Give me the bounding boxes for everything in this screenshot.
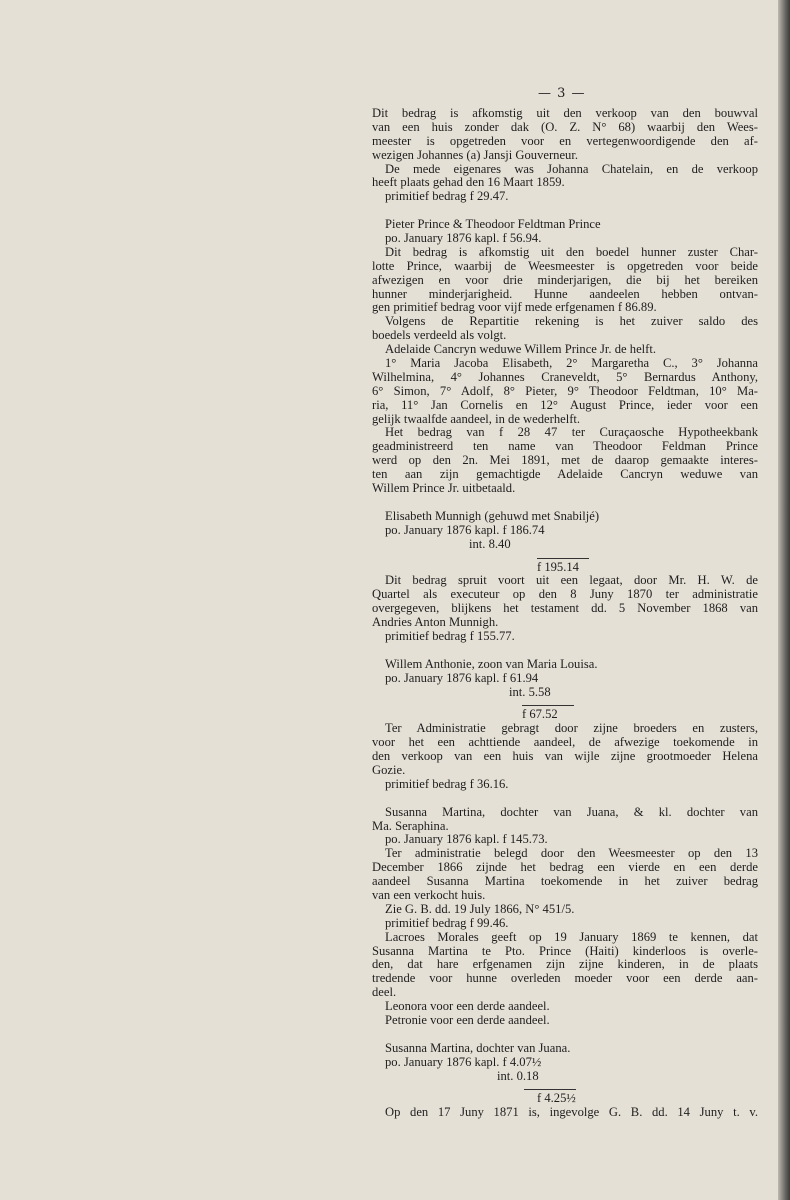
text-line: voor het een achttiende aandeel, de afwezige toekomende in <box>372 736 758 750</box>
text-line: boedels verdeeld als volgt. <box>372 328 507 343</box>
text-line: meester is opgetreden voor en vertegenwoordigende den af- <box>372 134 758 148</box>
text-line: primitief bedrag f 29.47. <box>385 189 509 204</box>
text-line: Adelaide Cancryn weduwe Willem Prince Jr. de helft. <box>385 342 656 357</box>
text-line: hunner minderjarigheid. Hunne aandeelen hebben ontvan- <box>372 287 758 301</box>
text-line: Petronie voor een derde aandeel. <box>385 1013 550 1027</box>
text-line: Dit bedrag spruit voort uit een legaat, door Mr. H. W. de <box>385 574 758 588</box>
text-line: afwezigen en voor drie minderjarigen, die bij het bereiken <box>372 273 758 287</box>
text-line: den, dat hare erfgenamen zijn zijne kinderen, in de plaats <box>372 958 758 972</box>
text-line: den verkoop van een huis van wijle zijne grootmoeder Helena <box>372 750 758 764</box>
text-line: gelijk twaalfde aandeel, in de wederhelft. <box>372 411 581 426</box>
amount-line: int. 8.40 <box>469 536 511 551</box>
text-line: Het bedrag van f 28 47 ter Curaçaosche Hypotheekbank <box>385 426 758 440</box>
text-line: lotte Prince, waarbij de Weesmeester is opgetreden voor beide <box>372 259 758 273</box>
text-line: Susanna Martina te Pto. Prince (Haiti) kinderloos is overle- <box>372 944 758 958</box>
text-line: van een verkocht huis. <box>372 887 486 902</box>
text-line: geadministreerd ten name van Theodoor Feldman Prince <box>372 440 758 454</box>
sum-rule <box>522 705 574 706</box>
text-line: December 1866 zijnde het bedrag een vierde en een derde <box>372 861 758 875</box>
blank-line <box>372 792 758 806</box>
page-edge <box>778 0 790 1200</box>
text-line: Leonora voor een derde aandeel. <box>385 999 550 1014</box>
blank-line <box>372 644 758 658</box>
text-line: Willem Anthonie, zoon van Maria Louisa. <box>385 656 598 671</box>
text-line: Willem Prince Jr. uitbetaald. <box>372 481 516 496</box>
text-line: deel. <box>372 985 397 1000</box>
blank-line <box>372 496 758 510</box>
total-line: f 67.52 <box>522 707 558 722</box>
text-line: Susanna Martina, dochter van Juana. <box>385 1040 571 1055</box>
text-line: Lacroes Morales geeft op 19 January 1869 te kennen, dat <box>385 930 758 944</box>
total-line: f 195.14 <box>537 559 579 574</box>
text-line: Ter Administratie gebragt door zijne broeders en zusters, <box>385 722 758 736</box>
text-line: ria, 11° Jan Cornelis en 12° August Prince, ieder voor een <box>372 398 758 412</box>
sum-rule <box>537 558 589 559</box>
amount-line: int. 5.58 <box>509 684 551 699</box>
text-line: ten aan zijn gemachtigde Adelaide Cancryn weduwe van <box>372 468 758 482</box>
text-line: heeft plaats gehad den 16 Maart 1859. <box>372 175 565 190</box>
text-line: Ter administratie belegd door den Weesmeester op den 13 <box>385 847 758 861</box>
text-line: tredende voor hunne overleden moeder voor een derde aan- <box>372 972 758 986</box>
blank-line <box>372 204 758 218</box>
blank-line <box>372 1028 758 1042</box>
page-text <box>372 107 758 1120</box>
text-line: Wilhelmina, 4° Johannes Craneveldt, 5° Bernardus Anthony, <box>372 370 758 384</box>
text-line: wezigen Johannes (a) Jansji Gouverneur. <box>372 147 578 162</box>
text-line: Quartel als executeur op den 8 Juny 1870 ter administratie <box>372 588 758 602</box>
text-line: gen primitief bedrag voor vijf mede erfgenamen f 86.89. <box>372 300 657 315</box>
text-line: Ma. Seraphina. <box>372 818 449 833</box>
text-line: po. January 1876 kapl. f 61.94 <box>385 670 539 685</box>
text-line: Andries Anton Munnigh. <box>372 615 499 630</box>
text-line: Dit bedrag is afkomstig uit den verkoop van den bouwval <box>372 107 758 120</box>
text-line: overgegeven, blijkens het testament dd. 5 November 1868 van <box>372 602 758 616</box>
text-line: po. January 1876 kapl. f 145.73. <box>385 832 548 847</box>
text-line: Dit bedrag is afkomstig uit den boedel hunner zuster Char- <box>385 245 758 259</box>
sum-rule <box>524 1089 576 1090</box>
total-line: f 4.25½ <box>537 1091 576 1106</box>
text-line: werd op den 2n. Mei 1891, met de daarop gemaakte interes- <box>372 454 758 468</box>
text-line: Gozie. <box>372 762 406 777</box>
text-line: aandeel Susanna Martina toekomende in het zuiver bedrag <box>372 875 758 889</box>
text-line: primitief bedrag f 36.16. <box>385 776 509 791</box>
text-line: Zie G. B. dd. 19 July 1866, N° 451/5. <box>385 901 575 916</box>
text-line: po. January 1876 kapl. f 186.74 <box>385 522 545 537</box>
text-line: po. January 1876 kapl. f 4.07½ <box>385 1054 542 1069</box>
amount-line: int. 0.18 <box>497 1068 539 1083</box>
text-line: 1° Maria Jacoba Elisabeth, 2° Margaretha C., 3° Johanna <box>385 357 758 371</box>
page-number: — 3 — <box>538 86 586 101</box>
text-line: primitief bedrag f 155.77. <box>385 628 515 643</box>
text-line: Volgens de Repartitie rekening is het zuiver saldo des <box>385 315 758 329</box>
text-line: po. January 1876 kapl. f 56.94. <box>385 231 542 246</box>
text-line: Elisabeth Munnigh (gehuwd met Snabiljé) <box>385 508 600 523</box>
text-line: Susanna Martina, dochter van Juana, & kl. dochter van <box>385 805 758 819</box>
text-line: Pieter Prince & Theodoor Feldtman Prince <box>385 217 601 232</box>
text-line: 6° Simon, 7° Adolf, 8° Pieter, 9° Theodoor Feldtman, 10° Ma- <box>372 384 758 398</box>
text-line: De mede eigenares was Johanna Chatelain, en de verkoop <box>385 162 758 176</box>
text-line: Op den 17 Juny 1871 is, ingevolge G. B. dd. 14 Juny t. v. <box>385 1106 758 1120</box>
text-line: primitief bedrag f 99.46. <box>385 915 509 930</box>
text-line: van een huis zonder dak (O. Z. N° 68) waarbij den Wees- <box>372 120 758 134</box>
